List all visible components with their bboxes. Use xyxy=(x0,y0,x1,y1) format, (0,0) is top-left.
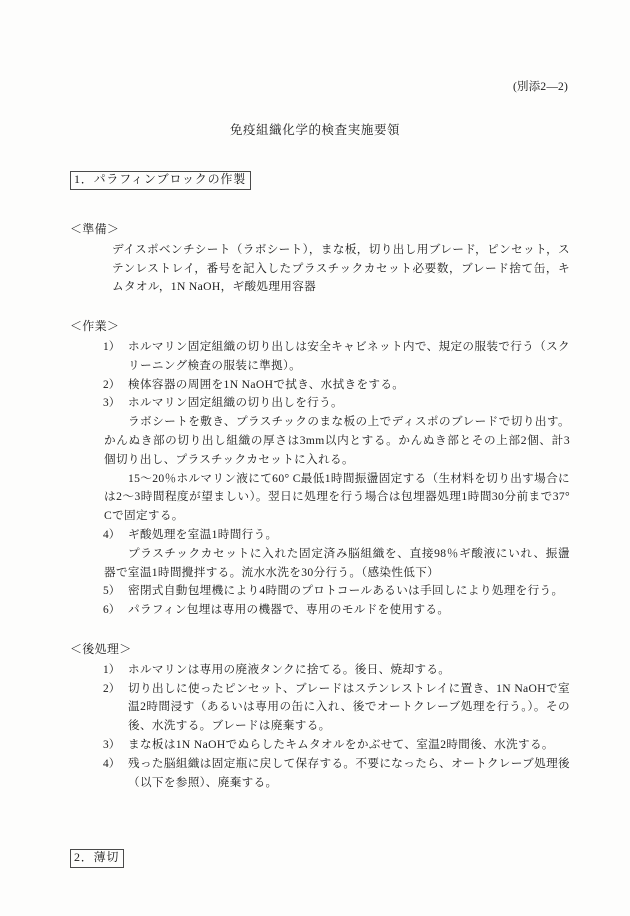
post-processing-list xyxy=(70,661,570,792)
list-item xyxy=(70,582,570,601)
procedure-list xyxy=(70,338,570,620)
list-item-number: 5） xyxy=(103,585,121,598)
list-item-text: 残った脳組織は固定瓶に戻して保存する。不要になったら、オートクレーブ処理後（以下を参照）、廃棄する。 xyxy=(128,756,570,789)
list-item-subparagraph: 15〜20％ホルマリン液にて60° C最低1時間振盪固定する（生材料を切り出す場合には2〜3時間程度が望ましい）。翌日に処理を行う場合は包埋器処理1時間30分前まで37° Cで固定する。 xyxy=(104,471,570,523)
list-item-number: 4） xyxy=(103,757,121,770)
list-item xyxy=(70,680,570,736)
section-heading-1: 1．パラフィンブロックの作製 xyxy=(70,171,251,190)
preparation-paragraph: デイスポベンチシート（ラボシート），まな板，切り出し用ブレード，ピンセット，ステンレストレイ，番号を記入したプラスチックカセット必要数，ブレード捨て缶，キムタオル，1N NaOH，ギ酸処理用容器 xyxy=(112,242,571,294)
list-item xyxy=(70,736,570,755)
list-item xyxy=(70,601,570,620)
list-item xyxy=(70,376,570,395)
list-item xyxy=(70,526,570,582)
list-item-number: 2） xyxy=(103,378,121,391)
list-item-number: 1） xyxy=(103,341,121,354)
list-item-text: ホルマリン固定組織の切り出しは安全キャビネット内で、規定の服装で行う（スクリーニング検査の服装に準拠）。 xyxy=(128,340,570,372)
section-heading-2-wrap xyxy=(70,848,570,868)
document-header-note: (別添2—2) xyxy=(512,81,568,93)
list-item-text: 検体容器の周囲を1N NaOHで拭き、水拭きをする。 xyxy=(128,377,405,391)
list-item-text: まな板は1N NaOHでぬらしたキムタオルをかぶせて、室温2時間後、水洗する。 xyxy=(128,737,554,751)
list-item-subparagraph: プラスチックカセットに入れた固定済み脳組織を、直接98％ギ酸液にいれ、振盪器で室温1時間攪拌する。流水水洗を30分行う。（感染性低下） xyxy=(104,546,570,579)
section-heading-2: 2．薄切 xyxy=(70,849,124,868)
list-item xyxy=(70,755,570,793)
list-item-number: 3） xyxy=(103,397,121,410)
list-item-number: 6） xyxy=(103,604,121,617)
subheading-post-processing: ＜後処理＞ xyxy=(70,641,132,656)
list-item-text: ギ酸処理を室温1時間行う。 xyxy=(128,527,278,541)
list-item xyxy=(70,338,570,376)
list-item-number: 4） xyxy=(103,528,121,541)
list-item-text: ホルマリンは専用の廃液タンクに捨てる。後日、焼却する。 xyxy=(128,662,451,676)
page-title: 免疫組織化学的検査実施要領 xyxy=(229,123,401,137)
document-body xyxy=(70,170,570,868)
subheading-procedure: ＜作業＞ xyxy=(70,319,120,334)
list-item-number: 2） xyxy=(103,682,121,695)
block-post-processing xyxy=(70,640,570,792)
list-item-number: 1） xyxy=(103,663,121,676)
list-item-subparagraph: ラボシートを敷き、プラスチックのまな板の上でディスポのブレードで切り出す。かんぬき部の切り出し組織の厚さは3mm以内とする。かんぬき部とその上部2個、計3個切り出し、プラスチックカセットに入れる。 xyxy=(104,415,570,466)
block-procedure xyxy=(70,317,570,620)
list-item xyxy=(70,394,570,525)
section-heading-1-wrap xyxy=(70,170,570,190)
list-item xyxy=(70,661,570,680)
list-item-number: 3） xyxy=(103,738,121,751)
block-preparation xyxy=(70,220,570,297)
list-item-text: 切り出しに使ったピンセット、ブレードはステンレストレイに置き、1N NaOHで室温2時間浸す（あるいは専用の缶に入れ、後でオートクレーブ処理を行う。）。その後、水洗する。ブレードは廃棄する。 xyxy=(128,681,570,733)
subheading-preparation: ＜準備＞ xyxy=(70,221,120,236)
list-item-text: パラフィン包埋は専用の機器で、専用のモルドを使用する。 xyxy=(128,603,450,617)
section-gap xyxy=(70,792,570,848)
list-item-text: 密閉式自動包埋機により4時間のプロトコールあるいは手回しにより処理を行う。 xyxy=(128,584,564,598)
list-item-text: ホルマリン固定組織の切り出しを行う。 xyxy=(128,396,343,410)
